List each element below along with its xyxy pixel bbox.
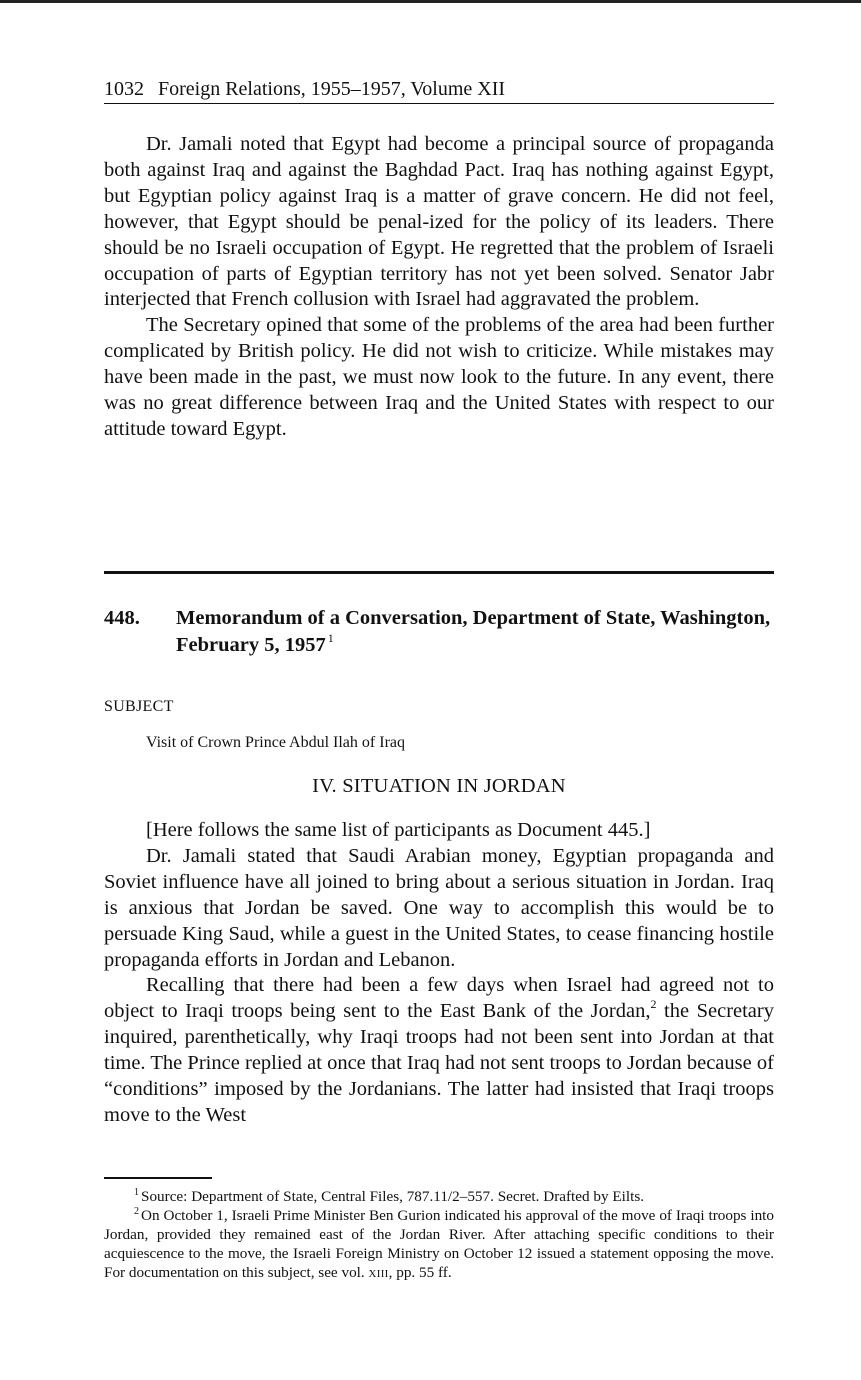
scan-top-border [0,0,861,3]
paragraph-jamali-egypt: Dr. Jamali noted that Egypt had become a principal source of propaganda both against Iraq and against the Baghdad Pact. Iraq has nothing against Egypt, but Egyptian policy against Iraq is a matter of grave concern. He did not feel, however, that Egypt should be penal-ized for the policy of its leaders. There should be no Israeli occupation of Egypt. He regretted that the problem of Israeli occupation of parts of Egyptian territory has not yet been solved. Senator Jabr interjected that French collusion with Israel had aggravated the problem. [104,133,774,311]
footnote-1 [104,1187,774,1206]
page-number: 1032 [104,78,144,100]
section-title: IV. SITUATION IN JORDAN [312,775,566,797]
volume-title: Foreign Relations, 1955–1957, Volume XII [158,78,506,100]
footnote-2-text: On October 1, Israeli Prime Minister Ben Gurion indicated his approval of the move of Iraqi troops into Jordan, provided they remained east of the Jordan River. After attaching specific conditions to their acquiescence to the move, the Israeli Foreign Ministry on October 12 issued a statement opposing the move. For documentation on this subject, see vol. [104,1207,774,1281]
footnote-ref-1[interactable]: 1 [327,631,334,645]
paragraph-recalling [104,973,774,1128]
document-title-block [176,605,774,659]
footnote-2 [104,1206,774,1284]
subject-label: SUBJECT [104,698,174,715]
document-number: 448. [104,607,140,629]
document-title: Memorandum of a Conversation, Department of State, Washington, February 5, 1957 [176,607,771,656]
footnote-2-end: , pp. 55 ff. [388,1264,452,1281]
paragraph-participants: [Here follows the same list of participants as Document 445.] [146,819,651,841]
subject-text: Visit of Crown Prince Abdul Ilah of Iraq [146,734,405,751]
document-heading [104,605,774,659]
footnote-rule [104,1177,212,1179]
footnote-2-volume: XIII [368,1268,389,1280]
paragraph-secretary-british: The Secretary opined that some of the problems of the area had been further complicated by British policy. He did not wish to criticize. While mistakes may have been made in the past, we must now look to the future. In any event, there was no great difference between Iraq and the United States with respect to our attitude toward Egypt. [104,314,774,440]
paragraph-jamali-jordan: Dr. Jamali stated that Saudi Arabian money, Egyptian propaganda and Soviet influence have all joined to bring about a serious situation in Jordan. Iraq is anxious that Jordan be saved. One way to accomplish this would be to persuade King Saud, while a guest in the United States, to cease financing hostile propaganda efforts in Jordan and Lebanon. [104,844,774,971]
document-separator [104,571,774,574]
footnote-1-marker: 1 [134,1187,139,1198]
paragraph-recalling-part1: Recalling that there had been a few days when Israel had agreed not to object to Iraqi troops being sent to the East Bank of the Jordan, [104,974,774,1023]
document-body [104,818,774,1129]
continued-text [104,132,774,443]
paragraph-recalling-part2: the Secretary inquired, parenthetically, why Iraqi troops had not been sent into Jordan at that time. The Prince replied at once that Iraq had not sent troops to Jordan because of “conditions” imposed by the Jordanians. The latter had insisted that Iraqi troops move to the West [104,1000,774,1126]
footnote-ref-2[interactable]: 2 [650,997,657,1012]
running-head [104,76,774,104]
footnote-1-text: Source: Department of State, Central Files, 787.11/2–557. Secret. Drafted by Eilts. [141,1188,645,1205]
footnote-2-marker: 2 [134,1206,139,1217]
footnotes [104,1187,774,1284]
